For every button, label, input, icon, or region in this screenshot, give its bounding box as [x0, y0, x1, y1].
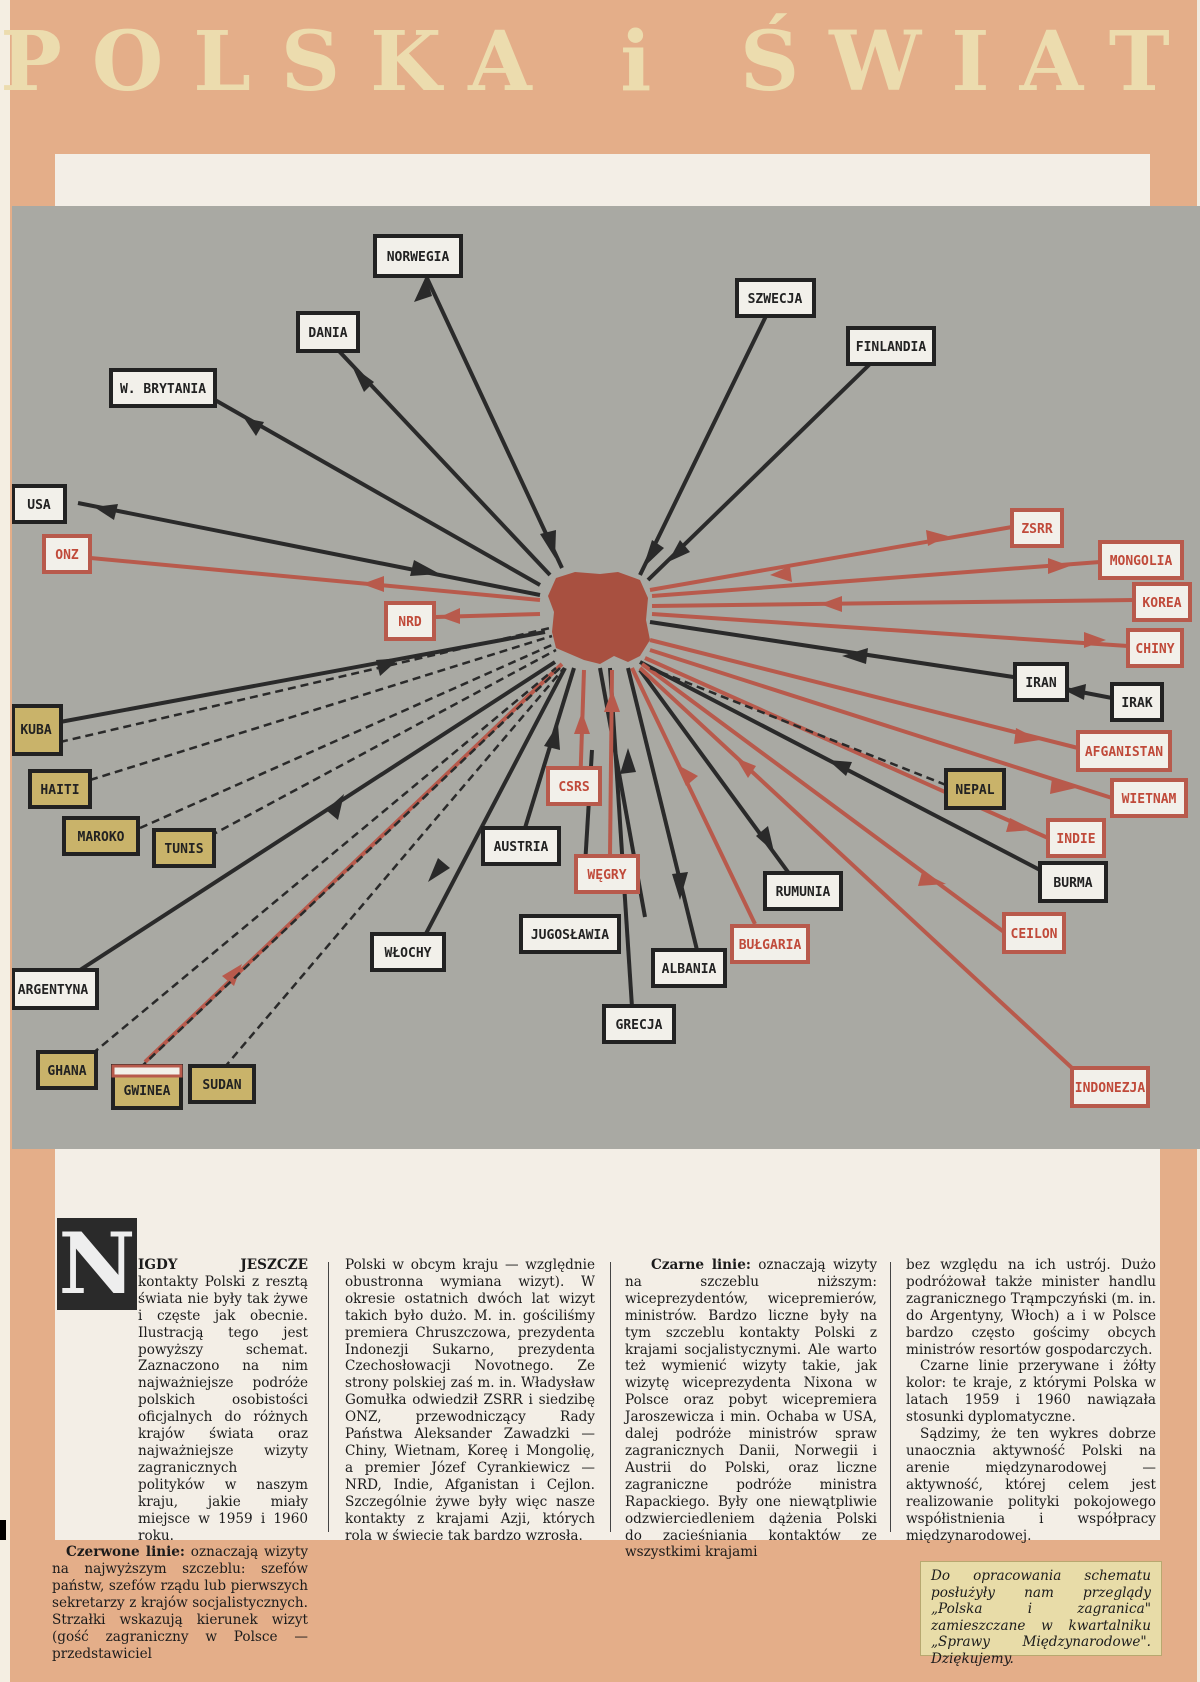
- arrow-korea: [820, 596, 842, 612]
- arrow-nrd: [440, 608, 460, 624]
- arrow-mongolia: [1048, 558, 1070, 574]
- article-column-4: [906, 1257, 1156, 1544]
- label-nepal: NEPAL: [955, 783, 995, 798]
- label-finlandia: FINLANDIA: [855, 340, 927, 355]
- label-zsrr: ZSRR: [1021, 522, 1053, 537]
- label-usa: USA: [27, 498, 51, 513]
- left-page-margin: [0, 0, 10, 1682]
- article-column-3: [625, 1257, 877, 1561]
- label-w-brytania: W. BRYTANIA: [119, 382, 207, 397]
- line-bulgaria: [632, 668, 755, 924]
- arrow-dania: [352, 366, 374, 392]
- box-albania: [653, 950, 725, 986]
- box-burma: [1040, 863, 1106, 901]
- red-lines-text: oznaczają wizyty na najwyższym szczeblu: szefów państw, szefów rządu lub pierwszych sekretarzy z krajów socjalistycznych. Strzałki wskazują kierunek wizyt (gość zagraniczny w Polsce — przedstawiciel: [52, 1544, 308, 1662]
- arrow-onz: [362, 576, 384, 592]
- label-mongolia: MONGOLIA: [1109, 554, 1173, 569]
- label-ceilon: CEILON: [1010, 927, 1058, 942]
- label-dania: DANIA: [308, 326, 348, 341]
- label-grecja: GRECJA: [615, 1018, 663, 1033]
- column-rule-1: [328, 1262, 329, 1532]
- arrow-w-brytania: [244, 418, 264, 436]
- poland-shape: [548, 572, 650, 664]
- arrow-ceilon: [918, 872, 946, 886]
- column-4-text-b: Czarne linie przerywane i żółty kolor: te kraje, z którymi Polska w latach 1959 i 1960 nawiązała stosunki dyplomatyczne.: [906, 1358, 1156, 1426]
- arrow-wlochy: [428, 858, 450, 882]
- arrow-austria: [544, 724, 560, 750]
- label-afganistan: AFGANISTAN: [1084, 745, 1164, 760]
- line-chiny: [652, 614, 1128, 646]
- box-ghana: [38, 1052, 96, 1088]
- box-onz: [44, 536, 90, 572]
- column-rule-3: [890, 1262, 891, 1532]
- label-indonezja: INDONEZJA: [1074, 1081, 1146, 1096]
- box-dania: [298, 313, 358, 351]
- box-irak: [1112, 684, 1162, 720]
- column-2-text: Polski w obcym kraju — względnie obustronna wymiana wizyt). W okresie ostatnich dwóch lat wizyt takich było dużo. M. in. gościliśmy premiera Chruszczowa, prezydenta Indonezji Sukarno, prezydenta Czechosłowacji Novotnego. Ze strony polskiej zaś m. in. Władysław Gomułka odwiedził ZSRR i siedzibę ONZ, przewodniczący Rady Państwa Aleksander Zawadzki — Chiny, Wietnam, Koreę i Mongolię, a premier Józef Cyrankiewicz — NRD, Indie, Afganistan i Cejlon. Szczególnie żywe były więc nasze kontakty z krajami Azji, których rola w świecie tak bardzo wzrosła.: [345, 1257, 595, 1544]
- box-kuba: [13, 706, 61, 754]
- box-indonezja: [1072, 1068, 1148, 1106]
- box-afganistan: [1078, 732, 1170, 770]
- box-iran: [1015, 664, 1067, 700]
- black-lines-text: oznaczają wizyty na szczeblu niższym: wiceprezydentów, wicepremierów, ministrów. Bardzo liczne były na tym szczeblu kontakty Polski z krajami socjalistycznymi. Ale warto też wymienić wizyty takie, jak wizytę wiceprezydenta Nixona w Polsce oraz pobyt wicepremiera Jaroszewicza i min. Ochaba w USA, dalej podróże ministrów spraw zagranicznych Danii, Norwegii i Austrii do Polski, oraz liczne zagraniczne podróże ministra Rapackiego. Były one niewątpliwie odzwierciedleniem dążenia Polski do zacieśniania kontaktów ze wszystkimi krajami: [625, 1257, 877, 1561]
- label-norwegia: NORWEGIA: [386, 250, 450, 265]
- arrow-burma: [828, 760, 852, 776]
- line-wlochy: [420, 668, 565, 945]
- line-indie: [645, 658, 1048, 838]
- label-austria: AUSTRIA: [493, 840, 549, 855]
- line-indonezja: [640, 668, 1072, 1068]
- label-jugoslawia: JUGOSŁAWIA: [530, 928, 610, 943]
- box-zsrr: [1012, 510, 1062, 546]
- arrow-norwegia-end: [540, 530, 556, 558]
- box-argentyna: [13, 970, 97, 1008]
- label-korea: KOREA: [1142, 596, 1182, 611]
- box-chiny: [1128, 630, 1182, 666]
- box-nepal: [946, 770, 1004, 808]
- box-grecja: [604, 1006, 674, 1042]
- arrow-bulgaria: [676, 764, 698, 786]
- line-onz: [80, 557, 540, 600]
- label-wegry: WĘGRY: [587, 868, 627, 883]
- article-intro: kontakty Polski z resztą świata nie były tak żywe i częste jak obecnie. Ilustracją tego jest powyższy schemat. Zaznaczono na nim najważniejsze podróże polskich osobistości oficjalnych do różnych krajów świata oraz najważniejsze wizyty zagranicznych polityków w naszym kraju, jakie miały miejsce w 1959 i 1960 roku.: [138, 1273, 308, 1544]
- box-mongolia: [1100, 542, 1182, 578]
- box-norwegia: [375, 236, 461, 276]
- label-indie: INDIE: [1056, 832, 1096, 847]
- label-haiti: HAITI: [40, 783, 80, 798]
- label-gwinea: GWINEA: [123, 1084, 171, 1099]
- line-usa: [78, 503, 540, 595]
- page-title: POLSKA i ŚWIAT: [0, 14, 1200, 110]
- line-norwegia: [426, 276, 562, 568]
- box-gwinea: [113, 1066, 181, 1108]
- source-note: Do opracowania schematu posłużyły nam przeglądy „Polska i zagranica" zamieszczane w kwartalniku „Sprawy Międzynarodowe". Dziękujemy.: [920, 1561, 1162, 1656]
- line-w-brytania: [215, 400, 540, 585]
- dashed-nepal: [650, 668, 946, 785]
- label-irak: IRAK: [1121, 696, 1153, 711]
- paper-strip-top: [55, 154, 1150, 212]
- black-lines-lead: Czarne linie:: [651, 1257, 751, 1273]
- box-haiti: [30, 771, 90, 807]
- box-korea: [1134, 584, 1190, 620]
- box-wlochy: [372, 934, 444, 970]
- dashed-tunis: [210, 650, 556, 836]
- box-csrs: [548, 768, 600, 804]
- label-csrs: CSRS: [558, 780, 590, 795]
- label-bulgaria: BUŁGARIA: [738, 938, 802, 953]
- label-iran: IRAN: [1025, 676, 1057, 691]
- red-lines-lead: Czerwone linie:: [66, 1544, 185, 1561]
- box-usa: [13, 486, 65, 522]
- label-szwecja: SZWECJA: [747, 292, 803, 307]
- label-sudan: SUDAN: [202, 1078, 242, 1093]
- arrow-szwecja: [643, 540, 664, 568]
- column-rule-2: [610, 1262, 611, 1532]
- box-finlandia: [848, 328, 934, 364]
- column-4-text-c: Sądzimy, że ten wykres dobrze unaocznia aktywność Polski na arenie międzynarodowej — aktywność, której celem jest realizowanie polityki pokojowego współistnienia i współpracy międzynarodowej.: [906, 1426, 1156, 1544]
- article-intro-lead: IGDY JESZCZE: [138, 1257, 308, 1273]
- label-kuba: KUBA: [20, 723, 52, 738]
- label-nrd: NRD: [398, 615, 422, 630]
- dashed-maroko: [140, 644, 554, 828]
- label-chiny: CHINY: [1135, 642, 1175, 657]
- label-albania: ALBANIA: [661, 962, 717, 977]
- column-4-text-a: bez względu na ich ustrój. Dużo podróżował także minister handlu zagranicznego Trąmpczyński (m. in. do Argentyny, Włoch) a i w Polsce bardzo często gościmy obcych ministrów resortów gospodarczych.: [906, 1257, 1156, 1358]
- dashed-sudan: [224, 668, 564, 1068]
- label-burma: BURMA: [1053, 876, 1093, 891]
- box-indie: [1048, 820, 1104, 856]
- label-argentyna: ARGENTYNA: [17, 983, 89, 998]
- arrow-jugoslawia: [620, 748, 636, 774]
- label-tunis: TUNIS: [164, 842, 204, 857]
- box-sudan: [190, 1066, 254, 1102]
- arrow-csrs: [574, 712, 590, 734]
- article-column-2: [345, 1257, 595, 1544]
- arrow-indie: [1006, 818, 1034, 832]
- box-nrd: [386, 603, 434, 639]
- line-korea: [652, 600, 1134, 606]
- edge-mark: [0, 1520, 6, 1540]
- arrow-usa-in: [410, 560, 440, 576]
- line-szwecja: [640, 316, 766, 575]
- label-maroko: MAROKO: [77, 830, 125, 845]
- box-ceilon: [1004, 914, 1064, 952]
- label-rumunia: RUMUNIA: [775, 885, 831, 900]
- drop-cap: N: [58, 1214, 136, 1313]
- label-ghana: GHANA: [47, 1064, 87, 1079]
- box-szwecja: [737, 280, 814, 316]
- box-wietnam: [1112, 780, 1186, 816]
- article-column-1: [52, 1257, 308, 1663]
- box-tunis: [154, 830, 214, 866]
- box-w-brytania: [111, 370, 215, 406]
- label-wlochy: WŁOCHY: [384, 946, 432, 961]
- red-arrowheads: [222, 530, 1106, 986]
- box-wegry: [576, 856, 638, 892]
- box-rumunia: [765, 873, 841, 909]
- box-austria: [483, 828, 559, 864]
- label-onz: ONZ: [55, 548, 79, 563]
- diagram-panel: [12, 206, 1200, 1149]
- label-wietnam: WIETNAM: [1121, 792, 1177, 807]
- contacts-diagram: [12, 206, 1200, 1149]
- box-bulgaria: [732, 926, 808, 962]
- box-maroko: [64, 818, 138, 854]
- box-jugoslawia: [521, 916, 619, 952]
